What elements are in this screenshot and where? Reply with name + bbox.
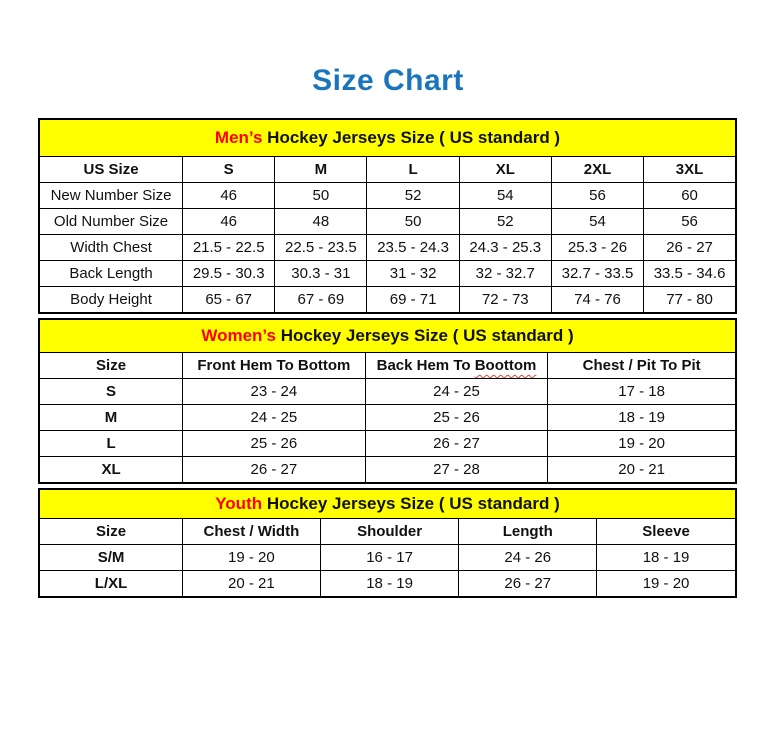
table-cell: 24 - 26 (459, 545, 597, 571)
table-cell: 19 - 20 (597, 571, 736, 598)
table-cell: 67 - 69 (275, 287, 367, 314)
table-cell: 27 - 28 (365, 457, 548, 484)
table-cell: 65 - 67 (183, 287, 275, 314)
youth-banner-row (39, 489, 736, 519)
back-hem-text: Back Hem To (376, 357, 475, 374)
table-cell: 20 - 21 (183, 571, 321, 598)
column-header-shoulder: Shoulder (320, 519, 459, 545)
row-label-new-number-size: New Number Size (39, 183, 183, 209)
size-chart-container (38, 118, 737, 598)
table-cell: 23 - 24 (183, 379, 366, 405)
table-cell: 46 (183, 183, 275, 209)
womens-section-banner (39, 319, 736, 353)
table-cell: 25.3 - 26 (551, 235, 643, 261)
column-header-size: Size (39, 353, 183, 379)
table-row (39, 183, 736, 209)
mens-section-name: Men’s (214, 128, 263, 147)
table-row (39, 261, 736, 287)
table-row (39, 457, 736, 484)
row-label-old-number-size: Old Number Size (39, 209, 183, 235)
row-label-s: S (39, 379, 183, 405)
youth-section-name: Youth (215, 494, 263, 513)
table-cell: 25 - 26 (183, 431, 366, 457)
column-header-l: L (367, 157, 459, 183)
table-cell: 16 - 17 (320, 545, 459, 571)
column-header-m: M (275, 157, 367, 183)
row-label-l: L (39, 431, 183, 457)
column-header-back-hem (365, 353, 548, 379)
mens-section-banner (39, 119, 736, 157)
womens-size-table (38, 318, 737, 484)
column-header-xl: XL (459, 157, 551, 183)
table-cell: 23.5 - 24.3 (367, 235, 459, 261)
table-cell: 46 (183, 209, 275, 235)
row-label-body-height: Body Height (39, 287, 183, 314)
mens-size-table (38, 118, 737, 314)
table-row (39, 235, 736, 261)
womens-banner-row (39, 319, 736, 353)
row-label-xl: XL (39, 457, 183, 484)
table-cell: 19 - 20 (548, 431, 736, 457)
table-cell: 22.5 - 23.5 (275, 235, 367, 261)
table-cell: 52 (367, 183, 459, 209)
table-row (39, 405, 736, 431)
youth-section-title: Hockey Jerseys Size ( US standard ) (262, 494, 560, 513)
table-cell: 60 (644, 183, 736, 209)
table-cell: 77 - 80 (644, 287, 736, 314)
table-row (39, 571, 736, 598)
table-row (39, 431, 736, 457)
table-cell: 26 - 27 (183, 457, 366, 484)
back-hem-misspelled-word: Boottom (474, 357, 537, 374)
column-header-chest-width: Chest / Width (183, 519, 321, 545)
row-label-width-chest: Width Chest (39, 235, 183, 261)
column-header-chest-pit: Chest / Pit To Pit (548, 353, 736, 379)
row-label-lxl: L/XL (39, 571, 183, 598)
mens-header-row (39, 157, 736, 183)
table-cell: 54 (459, 183, 551, 209)
table-cell: 56 (551, 183, 643, 209)
womens-section-title: Hockey Jerseys Size ( US standard ) (275, 326, 574, 345)
table-cell: 24.3 - 25.3 (459, 235, 551, 261)
table-cell: 18 - 19 (320, 571, 459, 598)
column-header-us-size: US Size (39, 157, 183, 183)
column-header-3xl: 3XL (644, 157, 736, 183)
table-cell: 32.7 - 33.5 (551, 261, 643, 287)
table-cell: 74 - 76 (551, 287, 643, 314)
row-label-sm: S/M (39, 545, 183, 571)
table-cell: 69 - 71 (367, 287, 459, 314)
row-label-m: M (39, 405, 183, 431)
table-row (39, 379, 736, 405)
table-cell: 54 (551, 209, 643, 235)
table-cell: 48 (275, 209, 367, 235)
table-cell: 18 - 19 (597, 545, 736, 571)
table-cell: 72 - 73 (459, 287, 551, 314)
row-label-back-length: Back Length (39, 261, 183, 287)
mens-section-title: Hockey Jerseys Size ( US standard ) (262, 128, 561, 147)
table-row (39, 545, 736, 571)
table-cell: 24 - 25 (183, 405, 366, 431)
womens-section-name: Women’s (201, 326, 276, 345)
table-cell: 29.5 - 30.3 (183, 261, 275, 287)
table-cell: 30.3 - 31 (275, 261, 367, 287)
table-cell: 26 - 27 (459, 571, 597, 598)
table-row (39, 287, 736, 314)
table-cell: 50 (275, 183, 367, 209)
column-header-length: Length (459, 519, 597, 545)
table-cell: 56 (644, 209, 736, 235)
table-cell: 26 - 27 (644, 235, 736, 261)
table-cell: 17 - 18 (548, 379, 736, 405)
column-header-s: S (183, 157, 275, 183)
column-header-front-hem: Front Hem To Bottom (183, 353, 366, 379)
mens-banner-row (39, 119, 736, 157)
table-cell: 31 - 32 (367, 261, 459, 287)
table-cell: 24 - 25 (365, 379, 548, 405)
table-cell: 25 - 26 (365, 405, 548, 431)
table-cell: 52 (459, 209, 551, 235)
womens-header-row (39, 353, 736, 379)
column-header-size: Size (39, 519, 183, 545)
table-row (39, 209, 736, 235)
table-cell: 19 - 20 (183, 545, 321, 571)
youth-section-banner (39, 489, 736, 519)
table-cell: 20 - 21 (548, 457, 736, 484)
youth-size-table (38, 488, 737, 598)
table-cell: 32 - 32.7 (459, 261, 551, 287)
table-cell: 26 - 27 (365, 431, 548, 457)
column-header-2xl: 2XL (551, 157, 643, 183)
page-title: Size Chart (312, 64, 464, 97)
table-cell: 50 (367, 209, 459, 235)
table-cell: 18 - 19 (548, 405, 736, 431)
youth-header-row (39, 519, 736, 545)
column-header-sleeve: Sleeve (597, 519, 736, 545)
table-cell: 33.5 - 34.6 (644, 261, 736, 287)
table-cell: 21.5 - 22.5 (183, 235, 275, 261)
